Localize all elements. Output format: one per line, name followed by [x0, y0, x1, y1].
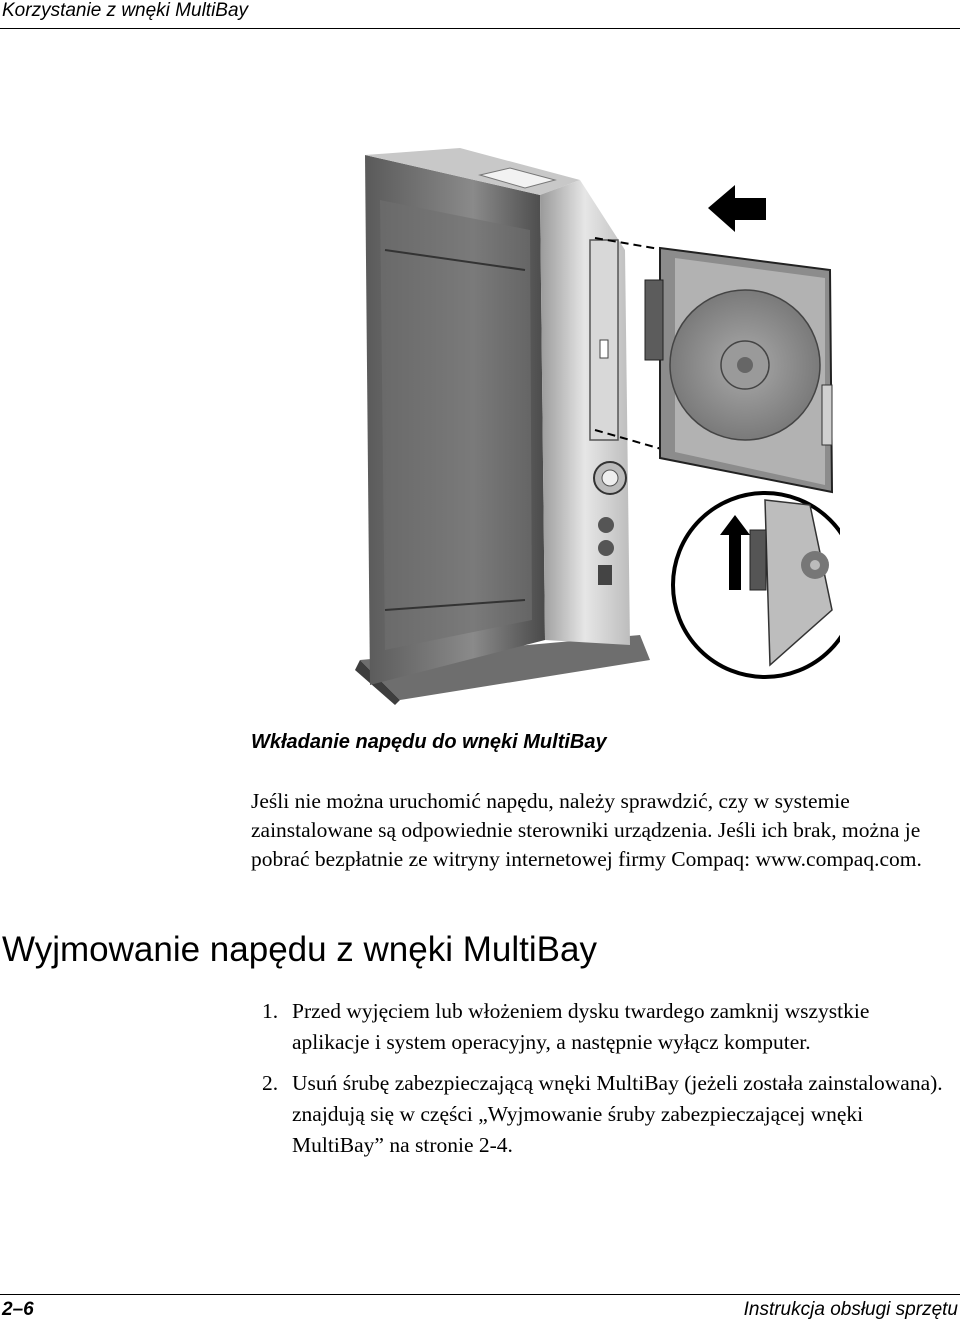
step-text: Przed wyjęciem lub włożeniem dysku twardego zamknij wszystkie aplikacje i system operacyjny, a następnie wyłącz komputer.	[292, 999, 870, 1054]
insert-arrow-left-icon	[708, 185, 766, 232]
running-header	[0, 0, 960, 29]
figure-illustration	[340, 140, 840, 705]
step-number: 1.	[262, 999, 279, 1023]
page-number: 2–6	[2, 1299, 34, 1320]
computer-tower-icon	[355, 148, 650, 705]
step-text: Usuń śrubę zabezpieczającą wnęki MultiBay (jeżeli została zainstalowana). znajdują się w części „Wyjmowanie śruby zabezpieczającej wnęki MultiBay” na stronie 2-4.	[292, 1071, 943, 1157]
footer-title: Instrukcja obsługi sprzętu	[743, 1299, 958, 1320]
step-number: 2.	[262, 1071, 279, 1095]
multibay-drive-icon	[645, 248, 832, 492]
figure-insert-drive	[340, 140, 840, 705]
list-item	[262, 1068, 952, 1161]
section-heading: Wyjmowanie napędu z wnęki MultiBay	[2, 930, 597, 969]
figure-caption: Wkładanie napędu do wnęki MultiBay	[251, 731, 607, 753]
list-item	[262, 996, 952, 1058]
header-title: Korzystanie z wnęki MultiBay	[2, 0, 249, 21]
body-paragraph: Jeśli nie można uruchomić napędu, należy sprawdzić, czy w systemie zainstalowane są odpowiednie sterowniki urządzenia. Jeśli ich brak, można je pobrać bezpłatnie ze witryny internetowej firmy Compaq: www.compaq.com.	[251, 789, 922, 871]
latch-detail-icon	[673, 493, 840, 677]
running-footer	[0, 1294, 960, 1325]
steps-list	[262, 996, 952, 1171]
